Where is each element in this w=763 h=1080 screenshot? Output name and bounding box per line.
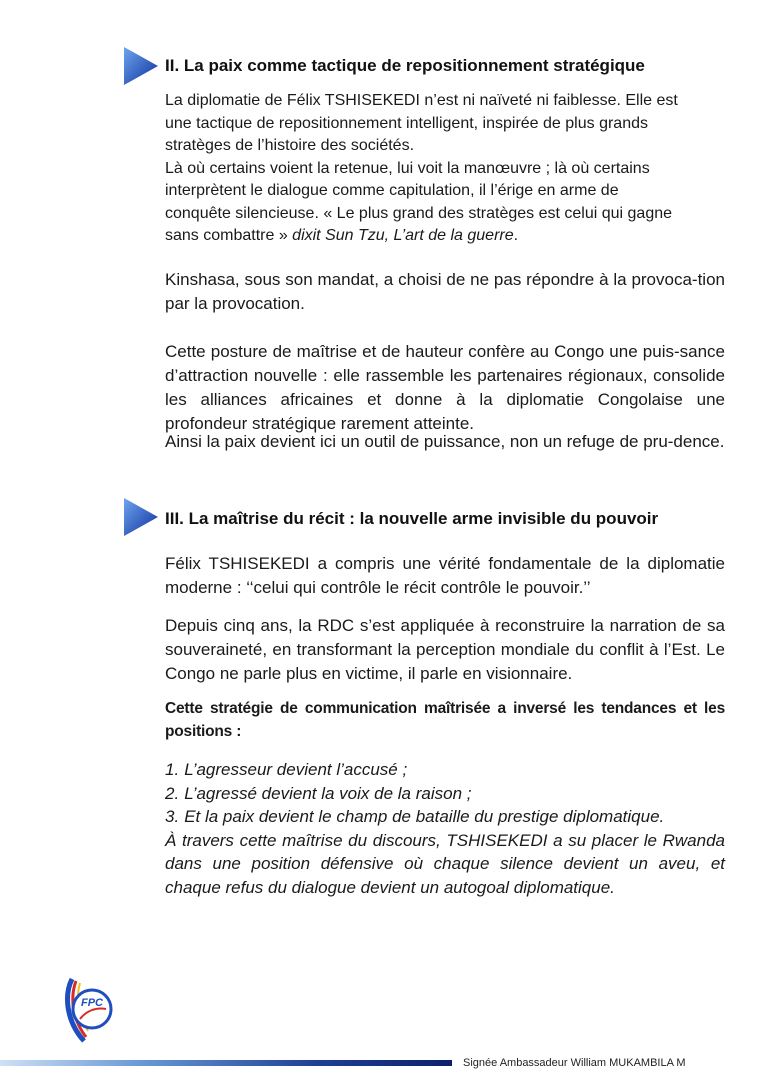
- section-2-heading: II. La paix comme tactique de repositionnement stratégique: [165, 56, 645, 75]
- quote-source: dixit Sun Tzu, L’art de la guerre: [292, 227, 514, 244]
- section-2-paragraph-2: Kinshasa, sous son mandat, a choisi de ne pas répondre à la provoca-tion par la provocation.: [165, 270, 725, 313]
- list-item: [165, 805, 725, 829]
- text-line: Là où certains voient la retenue, lui voit la manœuvre ; là où certains: [165, 159, 650, 177]
- section-3-heading: III. La maîtrise du récit : la nouvelle arme invisible du pouvoir: [165, 509, 659, 528]
- list-number: 3.: [165, 807, 180, 826]
- fpc-logo: [58, 975, 118, 1045]
- list-item: [165, 758, 725, 782]
- text-line: une tactique de repositionnement intelligent, inspirée de plus grands: [165, 114, 648, 132]
- section-arrow-icon: [124, 498, 158, 536]
- section-3-paragraph-2: Depuis cinq ans, la RDC s’est appliquée à reconstruire la narration de sa souveraineté, en transformant la perception mondiale du conflit à l’Est. Le Congo ne parle plus en victime, il parle en visionnaire.: [165, 616, 725, 683]
- text-line: conquête silencieuse. « Le plus grand des stratèges est celui qui gagne: [165, 204, 673, 222]
- outcome-list: [165, 758, 725, 899]
- list-number: 1.: [165, 760, 180, 779]
- list-text: L’agresseur devient l’accusé ;: [184, 760, 408, 779]
- list-text: L’agressé devient la voix de la raison ;: [184, 783, 472, 803]
- logo-text: FPC: [81, 997, 103, 1009]
- section-3-bold-statement: Cette stratégie de communication maîtrisée a inversé les tendances et les positions :: [165, 700, 725, 740]
- section-2-paragraph-4: Ainsi la paix devient ici un outil de puissance, non un refuge de pru-dence.: [165, 432, 725, 451]
- list-item: [165, 782, 725, 806]
- quote-start: sans combattre »: [165, 227, 293, 244]
- closing-statement: À travers cette maîtrise du discours, TSHISEKEDI a su placer le Rwanda dans une position défensive où chaque silence devient un aveu, et chaque refus du dialogue devient un autogoal diplomatique.: [165, 830, 725, 897]
- footer-bar: [0, 1060, 452, 1066]
- quote-end: .: [513, 227, 519, 244]
- list-number: 2.: [165, 783, 180, 803]
- signature: Signée Ambassadeur William MUKAMBILA M: [463, 1057, 686, 1069]
- text-line: stratèges de l’histoire des sociétés.: [165, 137, 415, 154]
- text-line: interprètent le dialogue comme capitulation, il l’érige en arme de: [165, 182, 619, 199]
- list-text: Et la paix devient le champ de bataille du prestige diplomatique.: [184, 807, 665, 826]
- text-line: [165, 225, 725, 248]
- section-2-intro: [165, 90, 725, 248]
- section-2-paragraph-3: Cette posture de maîtrise et de hauteur confère au Congo une puis-sance d’attraction nouvelle : elle rassemble les partenaires régionaux, consolide les alliances africaines et donne à la diplomatie Congolaise une profondeur stratégique rarement atteinte.: [165, 342, 725, 433]
- text-line: La diplomatie de Félix TSHISEKEDI n’est ni naïveté ni faiblesse. Elle est: [165, 92, 678, 109]
- section-3-paragraph-1: Félix TSHISEKEDI a compris une vérité fondamentale de la diplomatie moderne : ‘‘celui qui contrôle le récit contrôle le pouvoir.’’: [165, 554, 725, 597]
- section-arrow-icon: [124, 47, 158, 85]
